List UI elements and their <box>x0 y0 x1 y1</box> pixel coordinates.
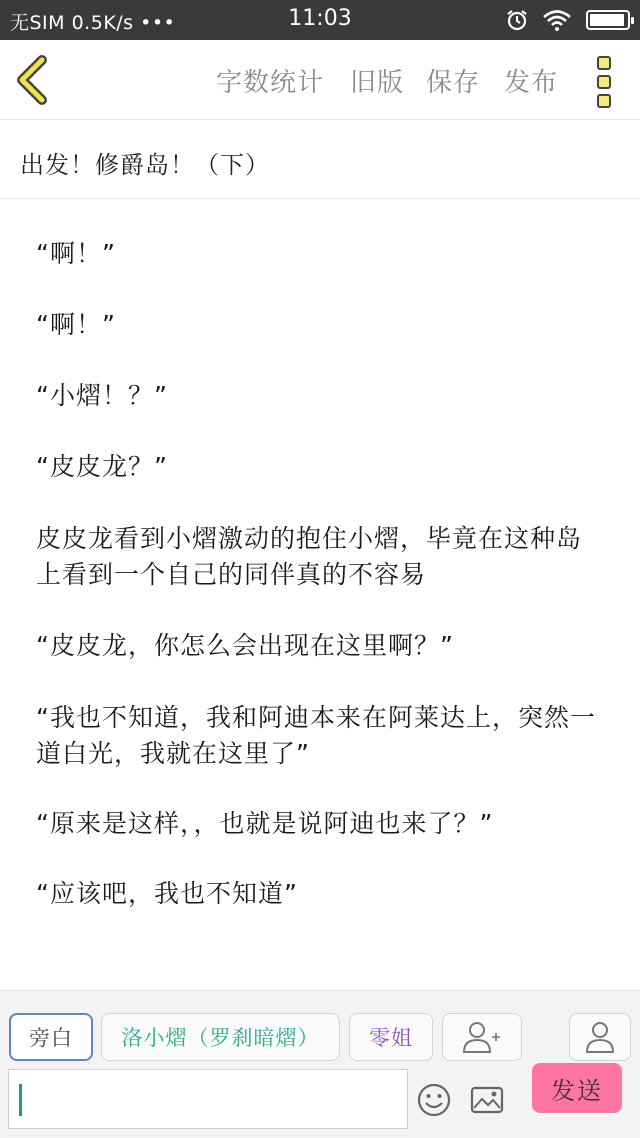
add-character-icon <box>460 1019 504 1055</box>
more-button[interactable] <box>588 54 622 108</box>
more-icon-dot <box>597 75 611 89</box>
speaker-label: 零姐 <box>369 1026 413 1050</box>
speaker-chip-luo-xiaoyi[interactable] <box>101 1013 340 1061</box>
emoji-button[interactable] <box>415 1081 453 1119</box>
paragraph: “原来是这样，，也就是说阿迪也来了？” <box>36 809 494 838</box>
paragraph: “我也不知道，我和阿迪本来在阿莱达上，突然一道白光，我就在这里了” <box>36 703 596 768</box>
speaker-label: 旁白 <box>29 1026 73 1050</box>
character-icon <box>583 1019 617 1055</box>
character-button[interactable] <box>569 1013 631 1061</box>
paragraph: “皮皮龙，你怎么会出现在这里啊？” <box>36 631 454 660</box>
paragraph: “啊！” <box>36 239 116 268</box>
image-button[interactable] <box>468 1081 506 1119</box>
paragraph: “皮皮龙？” <box>36 452 168 481</box>
alarm-icon <box>506 9 528 31</box>
carrier-network-status: 无SIM 0.5K/s ••• <box>10 12 176 34</box>
back-button[interactable] <box>10 54 60 106</box>
battery-icon <box>586 10 630 30</box>
publish-button[interactable]: 发布 <box>504 68 559 98</box>
add-character-button[interactable] <box>442 1013 522 1061</box>
message-input[interactable] <box>8 1069 408 1129</box>
battery-level <box>590 14 624 26</box>
wifi-icon <box>542 9 572 31</box>
save-button[interactable]: 保存 <box>426 68 481 98</box>
speaker-chip-lingjie[interactable] <box>349 1013 433 1061</box>
story-content[interactable] <box>0 200 640 990</box>
status-bar <box>0 0 640 40</box>
status-icons <box>506 8 630 32</box>
chapter-title-field[interactable] <box>0 121 640 199</box>
speaker-label: 洛小熠（罗刹暗熠） <box>121 1026 320 1050</box>
word-count-button[interactable]: 字数统计 <box>216 68 325 98</box>
image-icon <box>468 1081 506 1119</box>
editor-header <box>0 40 640 120</box>
paragraph: “啊！” <box>36 310 116 339</box>
more-icon-dot <box>597 94 611 108</box>
paragraph: “应该吧，我也不知道” <box>36 879 298 908</box>
paragraph: “小熠！？” <box>36 381 168 410</box>
paragraph: 皮皮龙看到小熠激动的抱住小熠，毕竟在这种岛上看到一个自己的同伴真的不容易 <box>36 524 583 589</box>
back-arrow-icon <box>10 54 60 106</box>
clock: 11:03 <box>288 6 352 31</box>
composer-panel <box>0 990 640 1138</box>
text-caret <box>19 1084 22 1116</box>
speaker-chip-narrator[interactable] <box>9 1013 93 1061</box>
chapter-title: 出发！修爵岛！（下） <box>20 151 270 179</box>
emoji-icon <box>415 1081 453 1119</box>
more-icon <box>597 56 611 70</box>
old-version-button[interactable]: 旧版 <box>350 68 405 98</box>
send-button[interactable]: 发送 <box>532 1063 622 1113</box>
